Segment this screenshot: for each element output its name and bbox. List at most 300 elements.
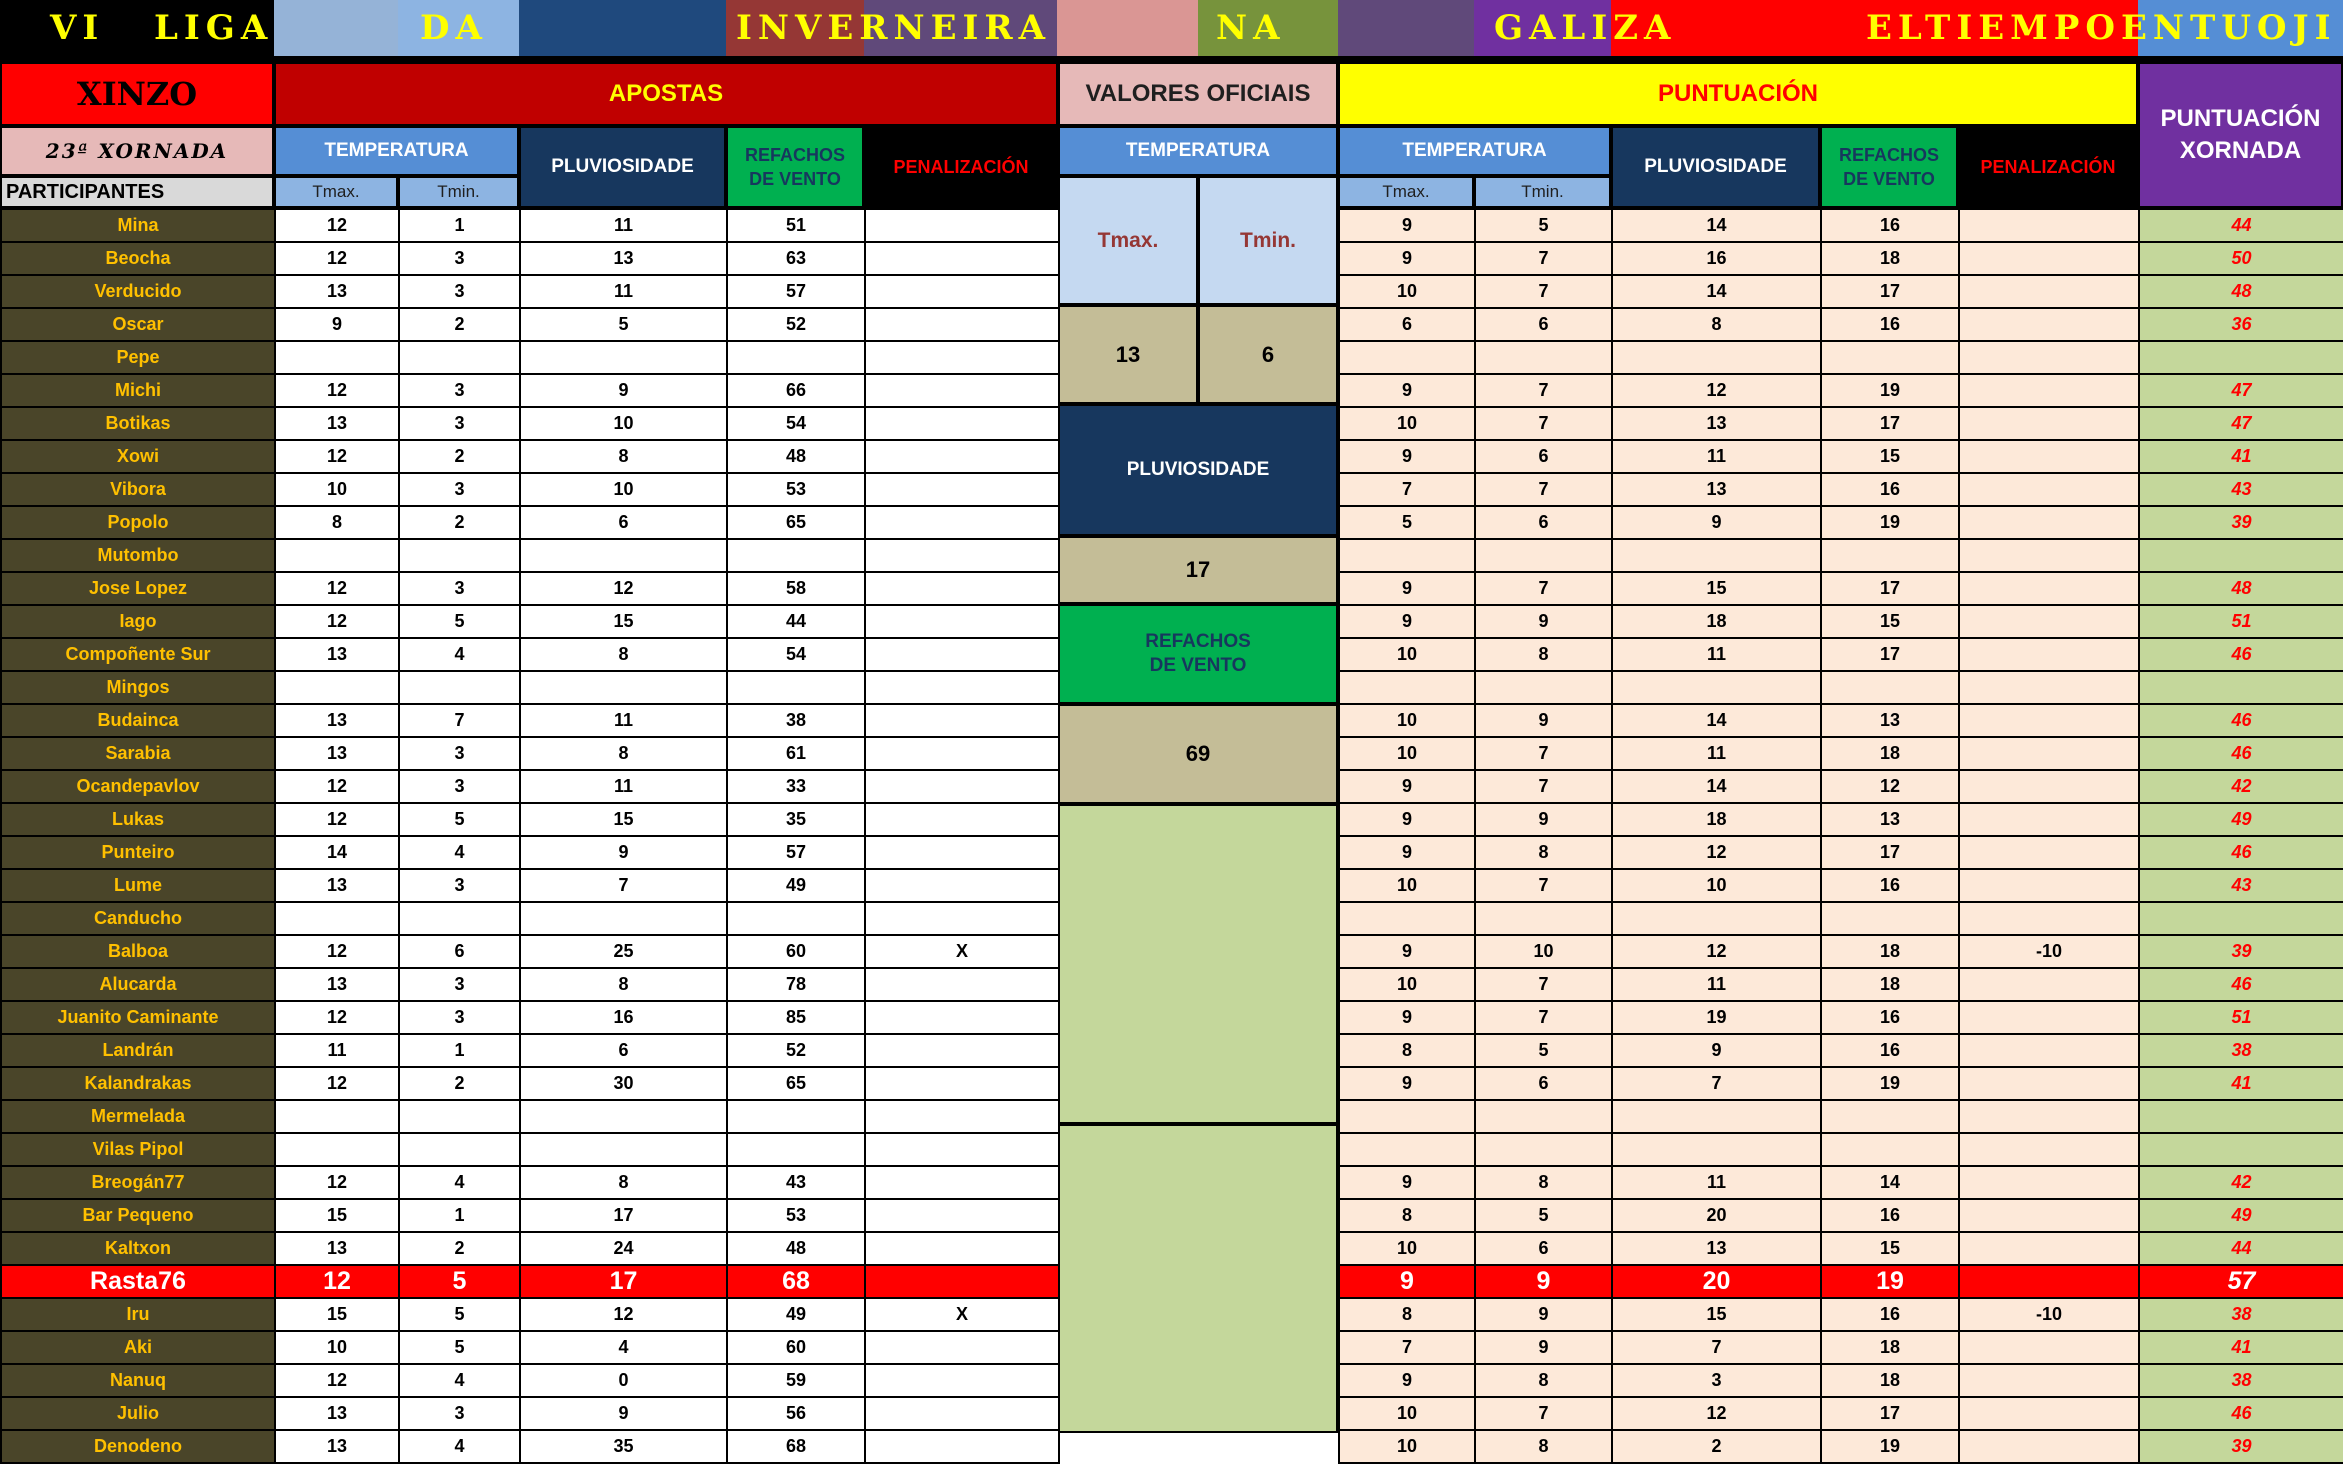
title-segment xyxy=(519,0,726,56)
score-wind: 18 xyxy=(1821,1331,1959,1364)
score-tmin xyxy=(1475,1133,1612,1166)
bet-rain: 12 xyxy=(520,572,727,605)
score-penalty xyxy=(1959,341,2139,374)
table-row xyxy=(1339,572,2343,605)
table-row xyxy=(1339,638,2343,671)
score-tmax: 6 xyxy=(1339,308,1475,341)
round-total: 48 xyxy=(2139,275,2343,308)
bet-tmax: 12 xyxy=(275,605,399,638)
score-tmax: 7 xyxy=(1339,473,1475,506)
score-penalty xyxy=(1959,605,2139,638)
table-row xyxy=(1339,506,2343,539)
score-rain: 7 xyxy=(1612,1331,1821,1364)
title-segment xyxy=(1057,0,1198,56)
bet-tmax: 13 xyxy=(275,869,399,902)
table-row xyxy=(1339,1067,2343,1100)
table-row xyxy=(1339,836,2343,869)
bet-penalty xyxy=(865,407,1059,440)
bets-temperature-header: TEMPERATURA xyxy=(274,126,519,176)
score-tmax: 10 xyxy=(1339,704,1475,737)
bet-tmin: 2 xyxy=(399,1067,520,1100)
title-word: ELTIEMPOENTUOJI xyxy=(1866,8,2337,48)
participant-name: Canducho xyxy=(1,902,275,935)
round-header: 23ª XORNADA xyxy=(0,126,274,176)
bet-tmin: 1 xyxy=(399,209,520,242)
bet-tmin xyxy=(399,671,520,704)
table-row xyxy=(1,1034,1059,1067)
score-wind: 18 xyxy=(1821,935,1959,968)
score-wind-header: REFACHOS DE VENTO xyxy=(1820,126,1958,208)
score-tmax xyxy=(1339,1100,1475,1133)
score-wind: 12 xyxy=(1821,770,1959,803)
table-row xyxy=(1,671,1059,704)
bet-penalty xyxy=(865,803,1059,836)
score-wind: 17 xyxy=(1821,638,1959,671)
score-rain: 12 xyxy=(1612,1397,1821,1430)
bet-rain: 9 xyxy=(520,836,727,869)
participant-name: Kalandrakas xyxy=(1,1067,275,1100)
round-total: 38 xyxy=(2139,1034,2343,1067)
score-tmin: 8 xyxy=(1475,1430,1612,1463)
round-total xyxy=(2139,902,2343,935)
round-total xyxy=(2139,1100,2343,1133)
bet-tmax: 11 xyxy=(275,1034,399,1067)
table-row xyxy=(1,440,1059,473)
bet-tmax: 12 xyxy=(275,440,399,473)
title-word: INVERNEIRA xyxy=(736,8,1052,48)
score-tmax: 8 xyxy=(1339,1199,1475,1232)
score-tmin: 7 xyxy=(1475,572,1612,605)
score-tmax: 10 xyxy=(1339,1232,1475,1265)
table-row xyxy=(1339,1364,2343,1397)
score-tmin: 7 xyxy=(1475,869,1612,902)
bet-rain: 11 xyxy=(520,275,727,308)
score-tmin: 7 xyxy=(1475,242,1612,275)
bet-wind: 38 xyxy=(727,704,865,737)
bet-wind: 44 xyxy=(727,605,865,638)
score-penalty xyxy=(1959,572,2139,605)
bet-tmax: 13 xyxy=(275,1430,399,1463)
table-row xyxy=(1339,1100,2343,1133)
score-tmin: 7 xyxy=(1475,770,1612,803)
bet-penalty xyxy=(865,1001,1059,1034)
round-total: 46 xyxy=(2139,968,2343,1001)
bet-rain: 8 xyxy=(520,440,727,473)
score-penalty xyxy=(1959,968,2139,1001)
score-penalty: -10 xyxy=(1959,1298,2139,1331)
participant-name: Bar Pequeno xyxy=(1,1199,275,1232)
score-tmax: 8 xyxy=(1339,1298,1475,1331)
bet-tmin xyxy=(399,341,520,374)
table-row xyxy=(1,1364,1059,1397)
bet-wind: 60 xyxy=(727,1331,865,1364)
bet-wind: 53 xyxy=(727,1199,865,1232)
bet-tmax: 12 xyxy=(275,770,399,803)
bet-tmin: 2 xyxy=(399,506,520,539)
bet-tmin: 5 xyxy=(399,1265,520,1298)
participant-name: Popolo xyxy=(1,506,275,539)
bet-wind: 59 xyxy=(727,1364,865,1397)
table-row xyxy=(1,704,1059,737)
score-rain: 2 xyxy=(1612,1430,1821,1463)
score-rain: 9 xyxy=(1612,506,1821,539)
score-tmax xyxy=(1339,341,1475,374)
score-rain: 14 xyxy=(1612,704,1821,737)
bet-tmin xyxy=(399,902,520,935)
score-wind xyxy=(1821,671,1959,704)
bet-wind: 56 xyxy=(727,1397,865,1430)
bet-penalty xyxy=(865,506,1059,539)
bet-tmax: 13 xyxy=(275,1397,399,1430)
table-row xyxy=(1,1397,1059,1430)
score-tmin: 7 xyxy=(1475,1001,1612,1034)
bet-tmin: 3 xyxy=(399,242,520,275)
bet-tmin: 4 xyxy=(399,836,520,869)
bets-table xyxy=(0,208,1060,1464)
score-wind xyxy=(1821,539,1959,572)
bets-section-header: APOSTAS xyxy=(274,62,1058,126)
bet-wind: 57 xyxy=(727,275,865,308)
participant-name: Rasta76 xyxy=(1,1265,275,1298)
bet-tmin: 6 xyxy=(399,935,520,968)
score-tmax: 8 xyxy=(1339,1034,1475,1067)
bet-rain xyxy=(520,1100,727,1133)
score-rain: 15 xyxy=(1612,572,1821,605)
participant-name: Mingos xyxy=(1,671,275,704)
bets-wind-header: REFACHOS DE VENTO xyxy=(726,126,864,208)
participant-name: Alucarda xyxy=(1,968,275,1001)
score-wind: 19 xyxy=(1821,1067,1959,1100)
table-row xyxy=(1339,308,2343,341)
score-tmax: 10 xyxy=(1339,275,1475,308)
score-penalty xyxy=(1959,1034,2139,1067)
score-tmin: 8 xyxy=(1475,1364,1612,1397)
score-rain: 20 xyxy=(1612,1199,1821,1232)
bet-tmin xyxy=(399,1100,520,1133)
bet-rain: 10 xyxy=(520,473,727,506)
score-tmax: 9 xyxy=(1339,1265,1475,1298)
official-wind-label: REFACHOS DE VENTO xyxy=(1058,604,1338,704)
score-penalty xyxy=(1959,1166,2139,1199)
round-total: 51 xyxy=(2139,605,2343,638)
score-tmax: 9 xyxy=(1339,605,1475,638)
table-row xyxy=(1,902,1059,935)
bet-wind: 52 xyxy=(727,1034,865,1067)
official-temperature-header: TEMPERATURA xyxy=(1058,126,1338,176)
bet-penalty xyxy=(865,1034,1059,1067)
bet-rain: 17 xyxy=(520,1265,727,1298)
bet-wind xyxy=(727,902,865,935)
round-total: 39 xyxy=(2139,1430,2343,1463)
bets-tmax-header: Tmax. xyxy=(274,176,398,208)
score-penalty xyxy=(1959,638,2139,671)
bets-penalty-header: PENALIZACIÓN xyxy=(864,126,1058,208)
score-wind xyxy=(1821,1133,1959,1166)
bet-penalty xyxy=(865,1067,1059,1100)
bet-rain: 30 xyxy=(520,1067,727,1100)
score-rain: 11 xyxy=(1612,737,1821,770)
score-penalty xyxy=(1959,836,2139,869)
participant-name: Budainca xyxy=(1,704,275,737)
round-total: 42 xyxy=(2139,1166,2343,1199)
bet-tmax xyxy=(275,1133,399,1166)
score-penalty xyxy=(1959,1430,2139,1463)
bet-wind: 61 xyxy=(727,737,865,770)
bet-wind: 65 xyxy=(727,1067,865,1100)
bet-penalty xyxy=(865,1397,1059,1430)
score-rain: 18 xyxy=(1612,803,1821,836)
score-penalty xyxy=(1959,1199,2139,1232)
table-row xyxy=(1,935,1059,968)
table-row xyxy=(1,407,1059,440)
score-penalty xyxy=(1959,1331,2139,1364)
score-wind: 16 xyxy=(1821,1034,1959,1067)
score-rain: 3 xyxy=(1612,1364,1821,1397)
bet-rain: 9 xyxy=(520,1397,727,1430)
title-word: VI xyxy=(50,8,105,48)
round-total: 46 xyxy=(2139,836,2343,869)
score-rain: 18 xyxy=(1612,605,1821,638)
bet-tmin: 3 xyxy=(399,869,520,902)
bets-rain-header: PLUVIOSIDADE xyxy=(519,126,726,208)
bet-tmax: 12 xyxy=(275,1001,399,1034)
participant-name: Landrán xyxy=(1,1034,275,1067)
score-penalty xyxy=(1959,1364,2139,1397)
bet-penalty xyxy=(865,242,1059,275)
table-row xyxy=(1339,1199,2343,1232)
table-row xyxy=(1339,968,2343,1001)
round-total: 44 xyxy=(2139,1232,2343,1265)
score-tmax: 10 xyxy=(1339,1397,1475,1430)
bet-rain xyxy=(520,671,727,704)
score-rain xyxy=(1612,1100,1821,1133)
score-rain: 8 xyxy=(1612,308,1821,341)
bet-wind: 48 xyxy=(727,1232,865,1265)
score-penalty xyxy=(1959,671,2139,704)
bet-rain xyxy=(520,341,727,374)
score-rain: 15 xyxy=(1612,1298,1821,1331)
bet-tmax: 13 xyxy=(275,704,399,737)
bet-penalty xyxy=(865,902,1059,935)
participant-name: Ocandepavlov xyxy=(1,770,275,803)
round-total: 46 xyxy=(2139,638,2343,671)
table-row xyxy=(1339,737,2343,770)
score-tmax xyxy=(1339,671,1475,704)
score-tmax: 9 xyxy=(1339,572,1475,605)
table-row xyxy=(1,836,1059,869)
score-tmin: 6 xyxy=(1475,1067,1612,1100)
score-tmin xyxy=(1475,1100,1612,1133)
bet-tmin: 1 xyxy=(399,1199,520,1232)
participant-name: Kaltxon xyxy=(1,1232,275,1265)
score-tmin: 8 xyxy=(1475,638,1612,671)
participant-name: Punteiro xyxy=(1,836,275,869)
round-total: 36 xyxy=(2139,308,2343,341)
score-penalty xyxy=(1959,803,2139,836)
title-word: DA xyxy=(420,8,488,48)
score-penalty xyxy=(1959,737,2139,770)
bet-wind: 53 xyxy=(727,473,865,506)
bet-wind xyxy=(727,341,865,374)
round-total xyxy=(2139,341,2343,374)
score-tmax: 9 xyxy=(1339,1364,1475,1397)
score-tmax xyxy=(1339,902,1475,935)
table-row xyxy=(1339,275,2343,308)
table-row xyxy=(1339,1430,2343,1463)
score-wind: 19 xyxy=(1821,506,1959,539)
score-temperature-header: TEMPERATURA xyxy=(1338,126,1611,176)
score-wind: 17 xyxy=(1821,572,1959,605)
score-tmin: 9 xyxy=(1475,704,1612,737)
round-total: 46 xyxy=(2139,704,2343,737)
bet-rain: 6 xyxy=(520,1034,727,1067)
score-rain: 14 xyxy=(1612,770,1821,803)
bet-penalty xyxy=(865,308,1059,341)
score-tmax: 10 xyxy=(1339,737,1475,770)
bet-tmin: 5 xyxy=(399,1331,520,1364)
official-rain-label: PLUVIOSIDADE xyxy=(1058,404,1338,536)
round-total: 39 xyxy=(2139,506,2343,539)
score-rain: 13 xyxy=(1612,407,1821,440)
round-total xyxy=(2139,539,2343,572)
bet-penalty xyxy=(865,341,1059,374)
participant-name: Xowi xyxy=(1,440,275,473)
bet-tmax: 12 xyxy=(275,242,399,275)
score-wind xyxy=(1821,1100,1959,1133)
bet-tmin: 7 xyxy=(399,704,520,737)
score-tmin: 9 xyxy=(1475,1298,1612,1331)
round-total: 49 xyxy=(2139,803,2343,836)
bet-penalty xyxy=(865,968,1059,1001)
participant-name: Oscar xyxy=(1,308,275,341)
bet-tmin: 3 xyxy=(399,473,520,506)
bet-rain: 11 xyxy=(520,704,727,737)
score-tmax: 7 xyxy=(1339,1331,1475,1364)
score-penalty xyxy=(1959,209,2139,242)
table-row xyxy=(1,605,1059,638)
bet-tmax xyxy=(275,671,399,704)
official-filler xyxy=(1058,1124,1338,1433)
score-penalty xyxy=(1959,1232,2139,1265)
bet-tmin: 3 xyxy=(399,572,520,605)
participant-name: Julio xyxy=(1,1397,275,1430)
score-penalty xyxy=(1959,1133,2139,1166)
bet-wind: 63 xyxy=(727,242,865,275)
score-rain: 19 xyxy=(1612,1001,1821,1034)
score-section-header: PUNTUACIÓN xyxy=(1338,62,2138,126)
table-row xyxy=(1339,671,2343,704)
table-row xyxy=(1,869,1059,902)
bet-rain: 4 xyxy=(520,1331,727,1364)
bet-wind: 85 xyxy=(727,1001,865,1034)
table-row xyxy=(1,1166,1059,1199)
score-tmax xyxy=(1339,539,1475,572)
table-row xyxy=(1339,374,2343,407)
bet-tmax: 8 xyxy=(275,506,399,539)
official-tmax-value: 13 xyxy=(1058,305,1198,404)
bet-tmax: 13 xyxy=(275,1232,399,1265)
score-wind: 17 xyxy=(1821,407,1959,440)
bet-wind: 54 xyxy=(727,407,865,440)
score-penalty xyxy=(1959,407,2139,440)
score-wind: 15 xyxy=(1821,1232,1959,1265)
bet-tmin: 5 xyxy=(399,605,520,638)
table-row xyxy=(1339,1001,2343,1034)
score-tmin: 5 xyxy=(1475,1034,1612,1067)
score-tmin: 6 xyxy=(1475,308,1612,341)
bet-wind: 54 xyxy=(727,638,865,671)
bet-wind: 65 xyxy=(727,506,865,539)
bet-tmax xyxy=(275,341,399,374)
bet-tmin: 3 xyxy=(399,1001,520,1034)
bet-rain: 35 xyxy=(520,1430,727,1463)
bet-tmax: 12 xyxy=(275,572,399,605)
table-row xyxy=(1339,1397,2343,1430)
score-rain xyxy=(1612,1133,1821,1166)
score-penalty xyxy=(1959,1001,2139,1034)
table-row xyxy=(1339,209,2343,242)
round-score-header: PUNTUACIÓN XORNADA xyxy=(2138,62,2343,208)
table-row xyxy=(1,737,1059,770)
bet-tmin: 1 xyxy=(399,1034,520,1067)
title-word: LIGA xyxy=(154,8,274,48)
score-penalty xyxy=(1959,374,2139,407)
score-rain: 9 xyxy=(1612,1034,1821,1067)
bet-penalty xyxy=(865,1133,1059,1166)
table-row xyxy=(1339,539,2343,572)
bet-rain: 11 xyxy=(520,209,727,242)
bet-penalty xyxy=(865,737,1059,770)
bet-wind xyxy=(727,539,865,572)
participant-name: Breogán77 xyxy=(1,1166,275,1199)
participant-name: Mermelada xyxy=(1,1100,275,1133)
bet-penalty xyxy=(865,836,1059,869)
bet-tmax: 12 xyxy=(275,374,399,407)
score-rain: 13 xyxy=(1612,1232,1821,1265)
score-tmax: 5 xyxy=(1339,506,1475,539)
score-rain xyxy=(1612,539,1821,572)
participant-name: Aki xyxy=(1,1331,275,1364)
round-total: 43 xyxy=(2139,869,2343,902)
participant-name: Mina xyxy=(1,209,275,242)
bet-rain: 8 xyxy=(520,737,727,770)
bet-penalty xyxy=(865,671,1059,704)
score-tmax: 10 xyxy=(1339,407,1475,440)
bet-rain: 7 xyxy=(520,869,727,902)
score-rain: 12 xyxy=(1612,836,1821,869)
score-tmax: 9 xyxy=(1339,242,1475,275)
table-row xyxy=(1,1430,1059,1463)
score-penalty xyxy=(1959,275,2139,308)
bet-tmin xyxy=(399,539,520,572)
scores-table xyxy=(1338,208,2343,1464)
score-rain: 11 xyxy=(1612,1166,1821,1199)
bet-penalty xyxy=(865,209,1059,242)
score-wind: 16 xyxy=(1821,209,1959,242)
score-tmin: 7 xyxy=(1475,374,1612,407)
participants-header: PARTICIPANTES xyxy=(0,176,274,208)
bet-tmax: 12 xyxy=(275,935,399,968)
participant-name: Jose Lopez xyxy=(1,572,275,605)
score-wind: 19 xyxy=(1821,1430,1959,1463)
bet-rain: 6 xyxy=(520,506,727,539)
score-tmin: 5 xyxy=(1475,1199,1612,1232)
round-total: 41 xyxy=(2139,440,2343,473)
bet-rain: 0 xyxy=(520,1364,727,1397)
bet-penalty: X xyxy=(865,1298,1059,1331)
bet-wind: 78 xyxy=(727,968,865,1001)
score-tmax: 9 xyxy=(1339,770,1475,803)
